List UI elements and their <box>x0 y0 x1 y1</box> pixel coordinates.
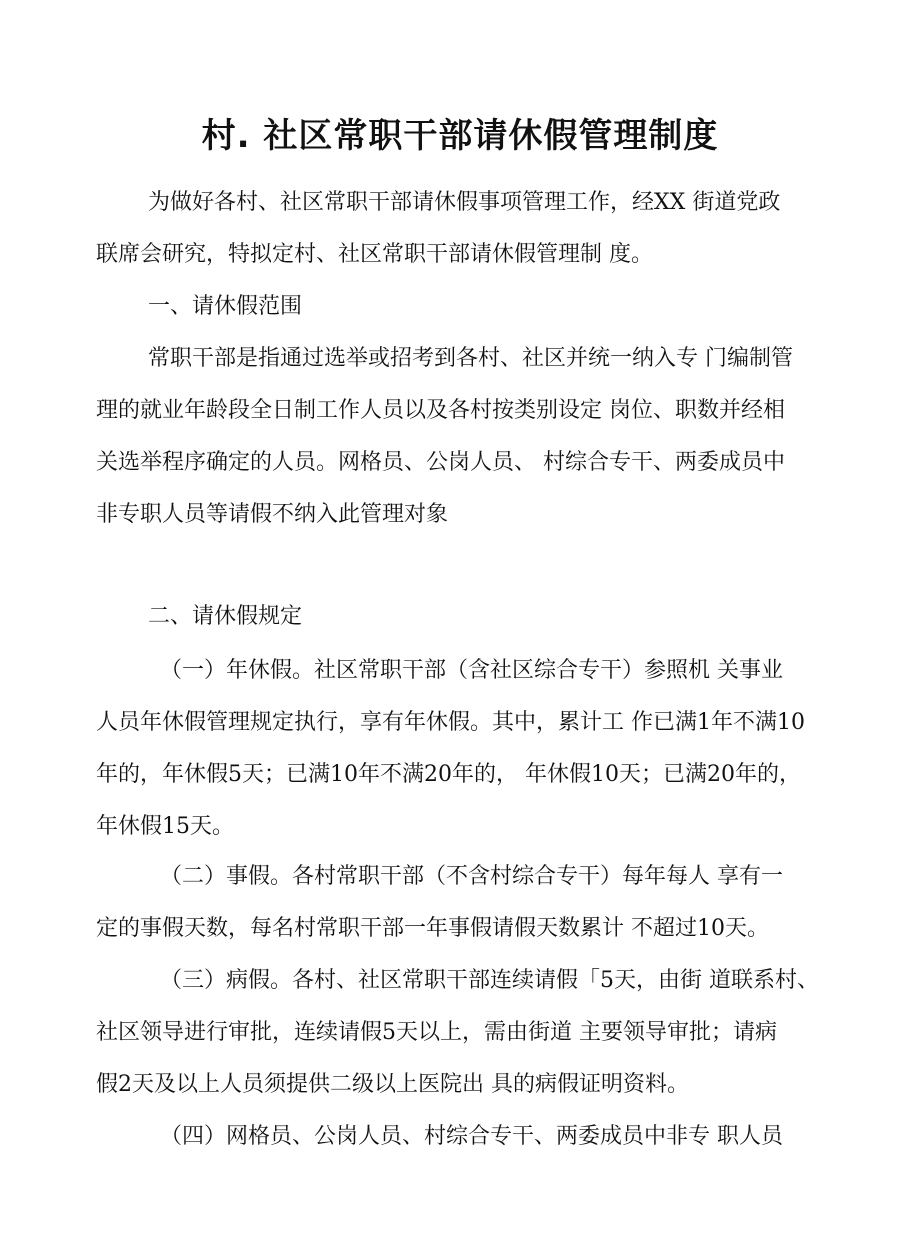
paragraph-line: 关选举程序确定的人员。网格员、公岗人员、 村综合专干、两委成员中 <box>96 450 785 475</box>
paragraph-line: 人员年休假管理规定执行，享有年休假。其中，累计工 作已满1年不满10 <box>96 710 805 735</box>
document-title: 村. 社区常职干部请休假管理制度 <box>201 116 719 156</box>
paragraph-line: 年休假15天。 <box>96 814 234 839</box>
paragraph-line: 年的，年休假5天；已满10年不满20年的， 年休假10天；已满20年的， <box>96 762 801 787</box>
paragraph-line: （一）年休假。社区常职干部（含社区综合专干）参照机 关事业 <box>160 658 783 683</box>
paragraph-line: 理的就业年龄段全日制工作人员以及各村按类别设定 岗位、职数并经相 <box>96 398 785 423</box>
paragraph-line: 非专职人员等请假不纳入此管理对象 <box>96 502 449 527</box>
paragraph-line: 社区领导进行审批，连续请假5天以上，需由街道 主要领导审批；请病 <box>96 1020 777 1045</box>
paragraph-line: （三）病假。各村、社区常职干部连续请假「5天，由街 道联系村、 <box>160 968 819 993</box>
section-heading: 一、请休假范围 <box>148 294 303 319</box>
paragraph-line: 联席会研究，特拟定村、社区常职干部请休假管理制 度。 <box>96 242 653 267</box>
paragraph-line: （四）网格员、公岗人员、村综合专干、两委成员中非专 职人员 <box>160 1124 783 1149</box>
paragraph-line: 假2天及以上人员须提供二级以上医院出 具的病假证明资料。 <box>96 1072 689 1097</box>
paragraph-line: （二）事假。各村常职干部（不含村综合专干）每年每人 享有一 <box>160 864 783 889</box>
paragraph-line: 定的事假天数，每名村常职干部一年事假请假天数累计 不超过10天。 <box>96 916 769 941</box>
paragraph-line: 为做好各村、社区常职干部请休假事项管理工作，经XX 街道党政 <box>148 190 781 215</box>
section-heading: 二、请休假规定 <box>148 604 303 629</box>
paragraph-line: 常职干部是指通过选举或招考到各村、社区并统一纳入专 门编制管 <box>148 346 793 371</box>
